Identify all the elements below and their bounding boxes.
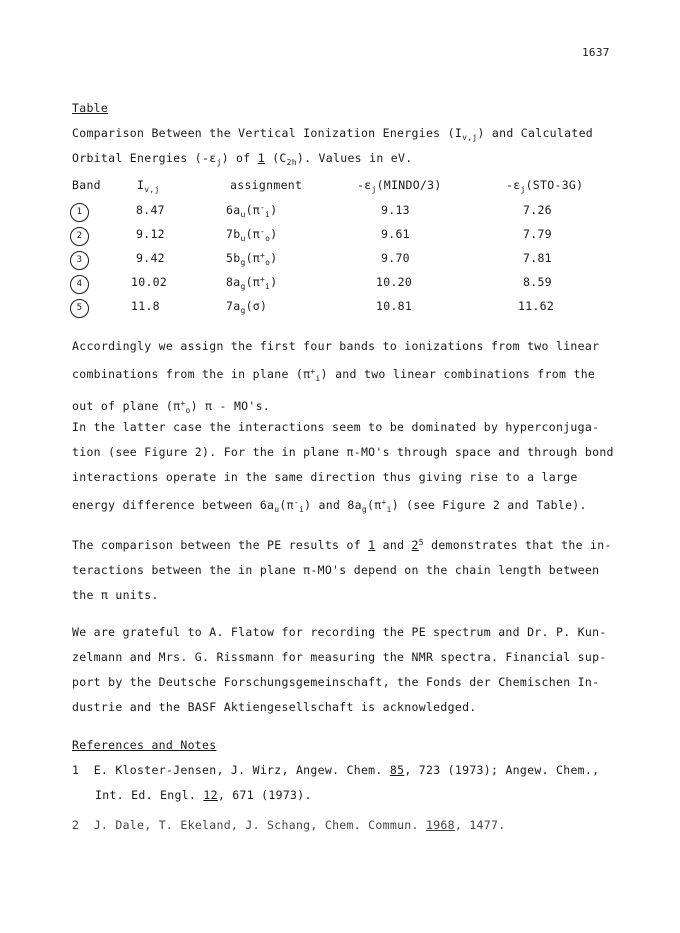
table-caption-line1: Comparison Between the Vertical Ionization Energies $(I_{v,j})$ and Calculated bbox=[72, 126, 594, 142]
paragraph-interactions: In the latter case the interactions seem to be dominated by hyperconjuga-tion (see Figure 2). For the in plane π-MO's through space and through bond interactions operate in the same direction thus giving rise to a large energy difference between $6a_u(\pi^-_i)$ and $8a_g(\pi^+_i)$ (see Figure 2 and Table). bbox=[72, 420, 614, 514]
mindo-value: 10.20 bbox=[376, 275, 413, 289]
ionization-value: 9.42 bbox=[136, 251, 165, 265]
table-caption-line2: Orbital Energies $(-\varepsilon_j)$ of 1 $(C_{2h})$. Values in eV. bbox=[72, 151, 413, 167]
sto-value: 7.26 bbox=[523, 203, 552, 217]
reference-1-continued: Int. Ed. Engl. 12, 671 (1973). bbox=[95, 788, 312, 802]
sto-value: 7.81 bbox=[523, 251, 552, 265]
reference-2: 2 J. Dale, T. Ekeland, J. Schang, Chem. Commun. 1968, 1477. bbox=[72, 818, 506, 832]
mindo-value: 9.61 bbox=[381, 227, 410, 241]
reference-1: 1 E. Kloster-Jensen, J. Wirz, Angew. Chem. 85, 723 (1973); Angew. Chem., bbox=[72, 763, 600, 777]
table-heading: Table bbox=[72, 101, 109, 115]
band-number-badge: 3 bbox=[70, 251, 89, 270]
table-row bbox=[0, 203, 680, 225]
band-number-badge: 1 bbox=[70, 203, 89, 222]
table-row bbox=[0, 275, 680, 297]
column-header-sto: $-\varepsilon_j(STO-3G)$ bbox=[506, 178, 584, 194]
reference-number: 1 bbox=[72, 763, 80, 777]
column-header-ionization: $I_{v,j}$ bbox=[137, 178, 160, 194]
page-number: 1637 bbox=[582, 46, 610, 59]
assignment-value: $5b_g(\pi^+_o)$ bbox=[226, 251, 278, 267]
band-number-badge: 5 bbox=[70, 299, 89, 318]
paragraph-comparison: The comparison between the PE results of 1 and $2^5$ demonstrates that the in-teractions between the in plane π-MO's depend on the chain length between the π units. bbox=[72, 538, 612, 602]
mindo-value: 9.70 bbox=[381, 251, 410, 265]
assignment-value: $7a_g(\sigma)$ bbox=[226, 299, 268, 315]
column-header-mindo: $-\varepsilon_j(MINDO/3)$ bbox=[357, 178, 442, 194]
band-number-badge: 2 bbox=[70, 227, 89, 246]
table-row bbox=[0, 251, 680, 273]
band-number-badge: 4 bbox=[70, 275, 89, 294]
mindo-value: 9.13 bbox=[381, 203, 410, 217]
paragraph-assignment: Accordingly we assign the first four bands to ionizations from two linear combinations from the in plane $(\pi^+_i)$ and two linear combinations from the out of plane $(\pi^+_o)$ π - MO's. bbox=[72, 339, 600, 415]
mindo-value: 10.81 bbox=[376, 299, 413, 313]
assignment-value: $7b_u(\pi^-_o)$ bbox=[226, 227, 278, 243]
column-header-assignment: assignment bbox=[230, 178, 303, 192]
assignment-value: $8a_g(\pi^+_i)$ bbox=[226, 275, 278, 291]
assignment-value: $6a_u(\pi^-_i)$ bbox=[226, 203, 278, 219]
column-header-band: Band bbox=[72, 178, 101, 192]
reference-number: 2 bbox=[72, 818, 80, 832]
sto-value: 7.79 bbox=[523, 227, 552, 241]
ionization-value: 8.47 bbox=[136, 203, 165, 217]
ionization-value: 9.12 bbox=[136, 227, 165, 241]
references-heading: References and Notes bbox=[72, 738, 217, 752]
table-row bbox=[0, 299, 680, 321]
sto-value: 8.59 bbox=[523, 275, 552, 289]
ionization-value: 10.02 bbox=[131, 275, 168, 289]
ionization-value: 11.8 bbox=[131, 299, 160, 313]
paragraph-acknowledgements: We are grateful to A. Flatow for recording the PE spectrum and Dr. P. Kun-zelmann and Mrs. G. Rissmann for measuring the NMR spectra. Financial sup-port by the Deutsche Forschungsgemeinschaft, the Fonds der Chemischen In-dustrie and the BASF Aktiengesellschaft is acknowledged. bbox=[72, 625, 607, 714]
sto-value: 11.62 bbox=[518, 299, 555, 313]
table-row bbox=[0, 227, 680, 249]
